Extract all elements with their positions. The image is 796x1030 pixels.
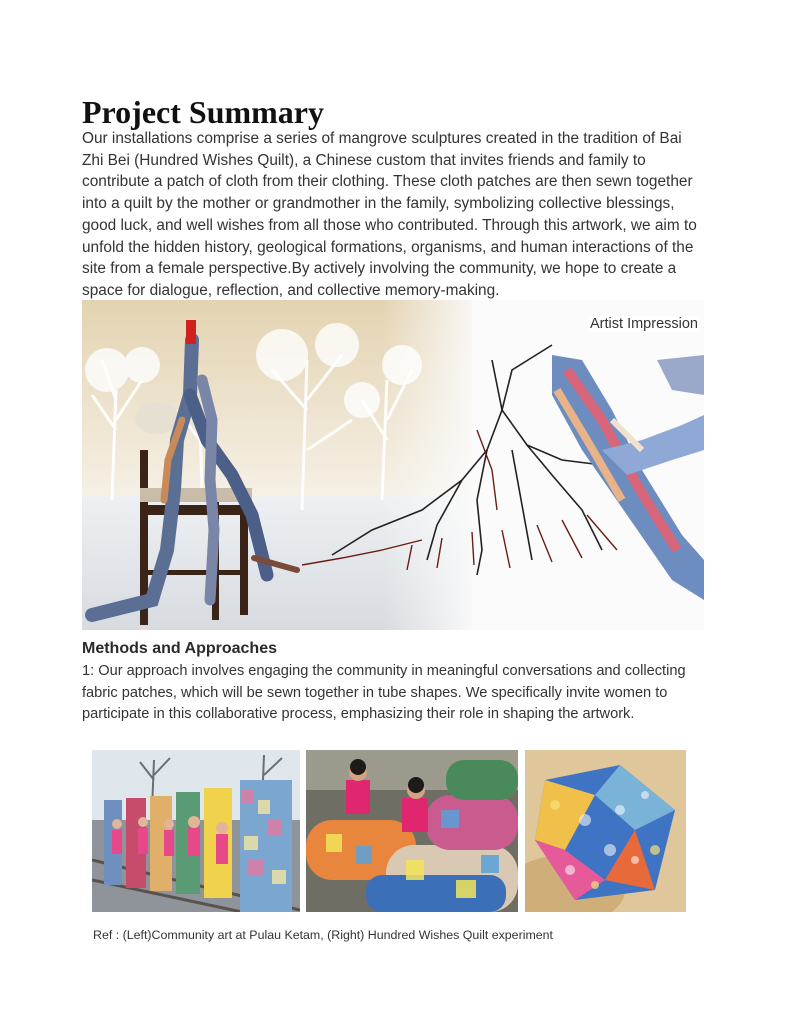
page-title: Project Summary [82,94,324,130]
artist-impression-illustration [82,300,704,630]
artist-impression-image [82,300,704,630]
community-art-photo [92,750,300,912]
reference-caption: Ref : (Left)Community art at Pulau Ketam, (Right) Hundred Wishes Quilt experiment [93,928,554,942]
quilt-sewing-photo [306,750,518,912]
artist-impression-caption: Artist Impression [590,316,698,332]
methods-text: 1: Our approach involves engaging the community in meaningful conversations and collecting fabric patches, which will be sewn together in tube shapes. We specifically invite women to participate in this collaborative process, emphasizing their role in shaping the artwork. [82,663,686,722]
quilt-closeup-photo [525,750,686,912]
project-summary-text: Our installations comprise a series of mangrove sculptures created in the tradition of Bai Zhi Bei (Hundred Wishes Quilt), a Chinese custom that invites friends and family to contribute a patch of cloth from their clothing. These cloth patches are then sewn together into a quilt by the mother or grandmother in the family, symbolizing collective blessings, good luck, and well wishes from all those who contributed. Through this artwork, we aim to unfold the hidden history, geological formations, organisms, and human interactions of the site from a female perspective.By actively involving the community, we hope to create a space for dialogue, reflection, and collective memory-making. [82,130,697,299]
methods-heading: Methods and Approaches [82,640,277,657]
